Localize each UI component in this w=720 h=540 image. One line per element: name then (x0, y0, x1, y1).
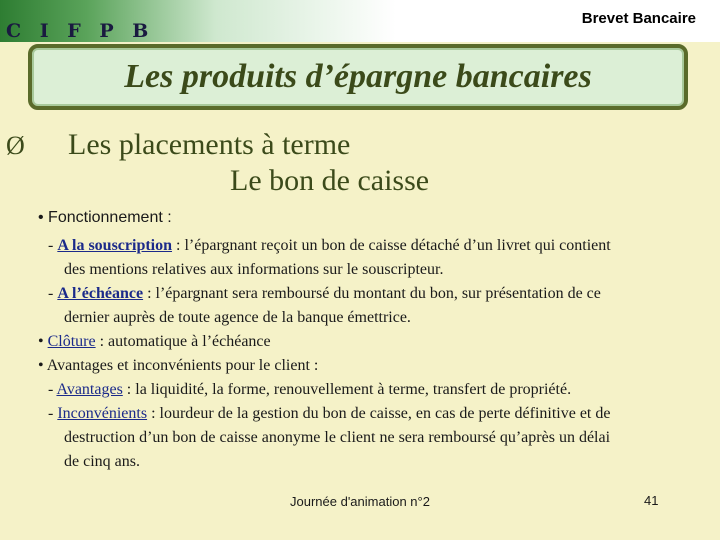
dash: - (48, 285, 58, 302)
inconvenients-text: : lourdeur de la gestion du bon de caisse, en cas de perte définitive et de (147, 405, 611, 422)
avantages-item (38, 378, 684, 402)
fonctionnement-heading: • Fonctionnement : (38, 209, 172, 226)
dash: - (48, 381, 57, 398)
inconvenients-continuation-1: destruction d’un bon de caisse anonyme le client ne sera remboursé qu’après un délai (64, 429, 611, 446)
echeance-label: A l’échéance (57, 285, 144, 302)
inconvenients-label: Inconvénients (57, 405, 148, 422)
cloture-item (38, 330, 684, 354)
dash: - (48, 237, 58, 254)
echeance-item (38, 282, 684, 330)
avantages-text: : la liquidité, la forme, renouvellement à terme, transfert de propriété. (122, 381, 572, 398)
footer-text: Journée d'animation n°2 (290, 494, 430, 509)
page-number: 41 (644, 493, 659, 508)
cloture-label: Clôture (47, 333, 96, 350)
arrow-bullet-icon: Ø (6, 131, 25, 160)
page-title: Les produits d’épargne bancaires (124, 58, 592, 95)
section-subtitle: Le bon de caisse (230, 164, 430, 197)
title-box (28, 44, 688, 110)
brand-label: Brevet Bancaire (581, 10, 696, 27)
cifpb-logo: C I F P B (6, 20, 155, 42)
content-body (38, 206, 684, 474)
avantages-heading: • Avantages et inconvénients pour le client : (38, 357, 319, 374)
echeance-continuation: dernier auprès de toute agence de la banque émettrice. (64, 309, 411, 326)
section-heading (6, 128, 350, 162)
cloture-text: : automatique à l’échéance (95, 333, 271, 350)
inconvenients-continuation-2: de cinq ans. (64, 453, 140, 470)
heading-text: Les placements à terme (68, 128, 351, 161)
dash: - (48, 405, 58, 422)
bullet: • (38, 333, 48, 350)
souscription-continuation: des mentions relatives aux informations sur le souscripteur. (64, 261, 444, 278)
echeance-text: : l’épargnant sera remboursé du montant du bon, sur présentation de ce (143, 285, 601, 302)
souscription-item (38, 234, 684, 282)
inconvenients-item (38, 402, 684, 474)
avantages-label: Avantages (56, 381, 123, 398)
souscription-text: : l’épargnant reçoit un bon de caisse détaché d’un livret qui contient (172, 237, 611, 254)
souscription-label: A la souscription (57, 237, 173, 254)
